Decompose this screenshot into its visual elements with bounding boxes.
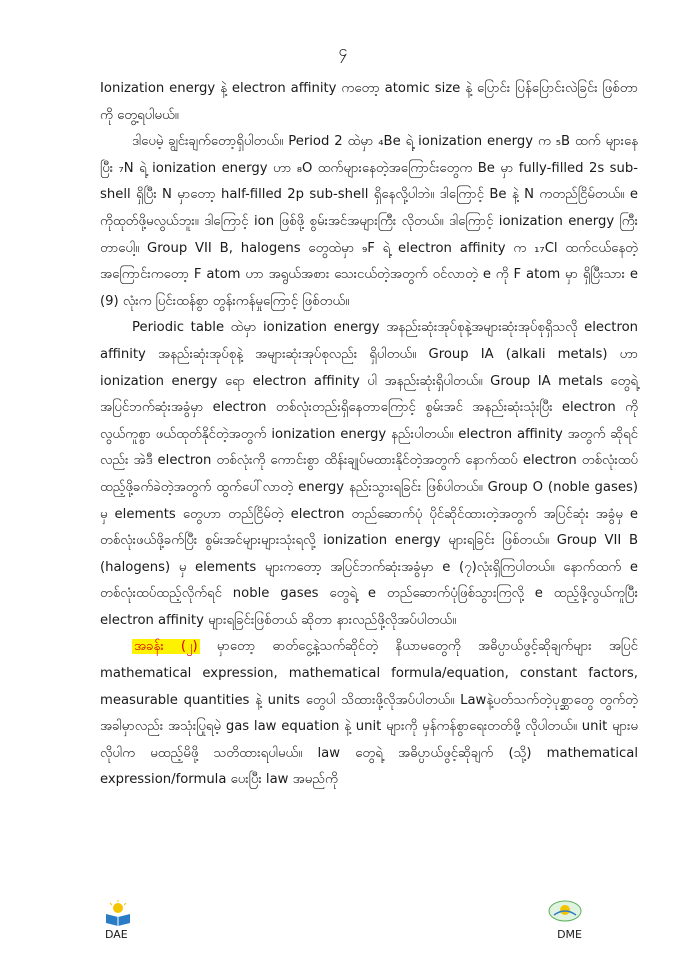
footer-label-right: DME (557, 928, 582, 941)
chapter-highlight: အခန်း (၂) (134, 639, 198, 655)
body-text (100, 76, 638, 794)
paragraph-2: ဒါပေမဲ့ ချွင်းချက်တော့ရှိပါတယ်။ Period 2 ထဲမှာ ₄Be ရဲ့ ionization energy က ₅B ထက် များနေပြီး ₇N ရဲ့ ionization energy ဟာ ₈O ထက်များနေတဲ့အကြောင်းတွေက Be မှာ fully-filled 2s sub-shell ရှိပြီး N မှာတော့ half-filled 2p sub-shell ရှိနေလို့ပါဘဲ။ ဒါကြောင့် Be နဲ့ N ကတည်ငြိမ်တယ်။ e ကိုထုတ်ဖို့မလွယ်ဘူး။ ဒါကြောင့် ion ဖြစ်ဖို့ စွမ်းအင်အများကြီး လိုတယ်။ ဒါကြောင့် ionization energy ကြီးတာပေါ့။ Group VII B, halogens တွေထဲမှာ ₉F ရဲ့ electron affinity က ₁₇Cl ထက်ငယ်နေတဲ့အကြောင်းကတော့ F atom ဟာ အရွယ်အစား သေးငယ်တဲ့အတွက် ဝင်လာတဲ့ e ကို F atom မှာ ရှိပြီးသား e (9) လုံးက ပြင်းထန်စွာ တွန်းကန်မှုကြောင့် ဖြစ်တယ်။ (100, 134, 638, 309)
paragraph-4-text: မှာတော့ ဓာတ်ငွေ့နဲ့သက်ဆိုင်တဲ့ နိယာမတွေကို အဓိပ္ပာယ်ဖွင့်ဆိုချက်များ အပြင် mathematical expression, mathematical formula/equation, constant factors, measurable quantities နဲ့ units တွေပါ သိထားဖို့လိုအပ်ပါတယ်။ Lawနဲ့ပတ်သက်တဲ့ပုစ္ဆာတွေ တွက်တဲ့အခါမှာလည်း အသုံးပြုရမဲ့ gas law equation နဲ့ unit များကို မှန်ကန်စွာရေးတတ်ဖို့ လိုပါတယ်။ unit များမလိုပါက မထည့်မိဖို့ သတိထားရပါမယ်။ law တွေရဲ့ အဓိပ္ပာယ်ဖွင့်ဆိုချက် (သို့) mathematical expression/formula ပေးပြီး law အမည်ကို (100, 639, 638, 788)
paragraph-1: Ionization energy နဲ့ electron affinity ကတော့ atomic size နဲ့ ပြောင်း ပြန်ပြောင်းလဲခြင်း ဖြစ်တာကို တွေ့ရပါမယ်။ (100, 81, 638, 123)
page-number: ၄ (338, 41, 348, 60)
paragraph-4 (100, 634, 638, 794)
book-logo-icon (104, 900, 132, 930)
paragraph-3: Periodic table ထဲမှာ ionization energy အနည်းဆုံးအုပ်စုနဲ့အများဆုံးအုပ်စုရှိသလို electron affinity အနည်းဆုံးအုပ်စုနဲ့ အများဆုံးအုပ်စုလည်း ရှိပါတယ်။ Group IA (alkali metals) ဟာ ionization energy ရော electron affinity ပါ အနည်းဆုံးရှိပါတယ်။ Group IA metals တွေရဲ့ အပြင်ဘက်ဆုံးအခွံမှာ electron တစ်လုံးတည်းရှိနေတာကြောင့် စွမ်းအင် အနည်းဆုံးသုံးပြီး electron ကို လွယ်ကူစွာ ဖယ်ထုတ်နိုင်တဲ့အတွက် ionization energy နည်းပါတယ်။ electron affinity အတွက် ဆိုရင်လည်း အဲဒီ electron တစ်လုံးကို ကောင်းစွာ ထိန်းချုပ်မထားနိုင်တဲ့အတွက် နောက်ထပ် electron တစ်လုံးထပ်ထည့်ဖို့ခက်ခဲတဲ့အတွက် ထွက်ပေါ်လာတဲ့ energy နည်းသွားရခြင်း ဖြစ်ပါတယ်။ Group O (noble gases) မှ elements တွေဟာ တည်ငြိမ်တဲ့ electron တည်ဆောက်ပုံ ပိုင်ဆိုင်ထားတဲ့အတွက် အပြင်ဆုံး အခွံမှ e တစ်လုံးဖယ်ဖို့ခက်ပြီး စွမ်းအင်များများသုံးရလို့ ionization energy များရခြင်း ဖြစ်တယ်။ Group VII B (halogens) မှ elements များကတော့ အပြင်ဘက်ဆုံးအခွံမှာ e (၇)လုံးရှိကြပါတယ်။ နောက်ထက် e တစ်လုံးထပ်ထည့်လိုက်ရင် noble gases တွေရဲ့ e တည်ဆောက်ပုံဖြစ်သွားကြလို့ e ထည့်ဖို့လွယ်ကူပြီး electron affinity များရခြင်းဖြစ်တယ် ဆိုတာ နားလည်ဖို့လိုအပ်ပါတယ်။ (100, 320, 638, 628)
emblem-logo-icon (548, 900, 582, 926)
footer (0, 900, 686, 950)
footer-label-left: DAE (105, 928, 128, 941)
